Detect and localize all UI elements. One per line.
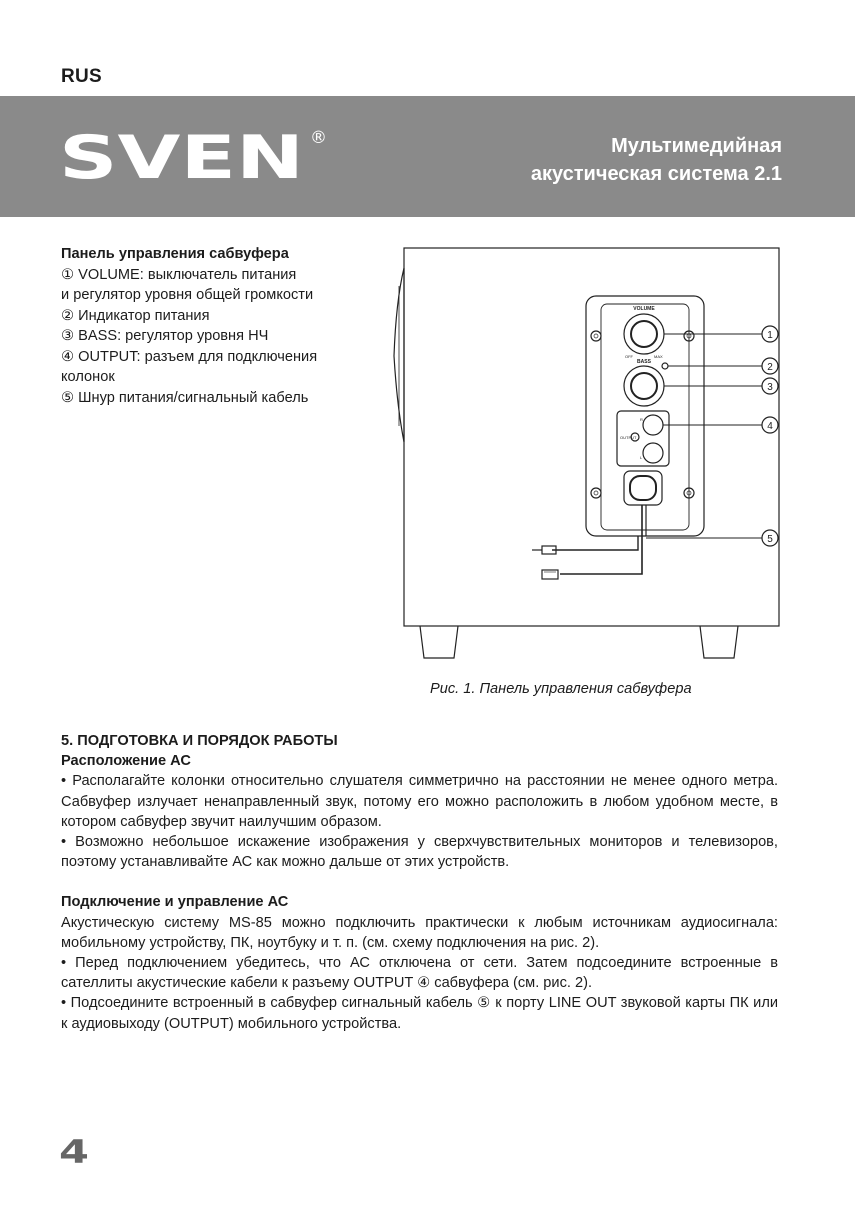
registered-mark: ®: [310, 128, 327, 148]
legend-line: ① VOLUME: выключатель питания: [61, 266, 297, 283]
cabinet: [404, 248, 779, 626]
max-label: MAX: [654, 354, 663, 359]
legend-line: и регулятор уровня общей громкости: [61, 287, 314, 303]
subwoofer-diagram: [392, 246, 792, 666]
output-label: OUTPUT: [620, 435, 637, 440]
paragraph: • Перед подключением убедитесь, что АС отключена от сети. Затем подсоедините встроенные в сателлиты акустические кабели к разъему OUTPUT ④ сабвуфера (см. рис. 2).: [61, 955, 778, 992]
paragraph: • Располагайте колонки относительно слушателя симметрично на расстоянии не менее одного метра. Сабвуфер излучает ненаправленный звук, потому его можно расположить в любом удобном месте, в котором сабвуфер звучит наилучшим образом.: [61, 773, 778, 830]
banner-title-line2: акустическая система 2.1: [530, 163, 782, 185]
output-r: [643, 415, 663, 435]
callout-1-text: 1: [767, 330, 773, 341]
callout-4-text: 4: [767, 421, 773, 432]
logo-text: SVEN: [59, 128, 304, 182]
volume-label: VOLUME: [633, 306, 655, 312]
callout-3-text: 3: [767, 382, 773, 393]
callout-5-text: 5: [767, 534, 773, 545]
foot-left: [420, 626, 458, 658]
output-l-label: L: [640, 455, 643, 460]
banner-title-line1: Мультимедийная: [611, 135, 782, 157]
figure-caption: Рис. 1. Панель управления сабвуфера: [430, 681, 692, 697]
page-number: [59, 1139, 99, 1165]
paragraph: • Подсоедините встроенный в сабвуфер сигнальный кабель ⑤ к порту LINE OUT звуковой карты ПК или к аудиовыходу (OUTPUT) мобильного устройства.: [61, 995, 778, 1032]
output-r-label: R: [640, 417, 643, 422]
callout-2-text: 2: [767, 362, 773, 373]
section-5: [61, 731, 778, 1034]
banner-title: [531, 132, 782, 188]
power-led: [662, 363, 668, 369]
legend-line: ③ BASS: регулятор уровня НЧ: [61, 328, 269, 344]
paragraph: • Возможно небольшое искажение изображения у сверхчувствительных мониторов и телевизоров, поэтому устанавливайте АС как можно дальше от этих устройств.: [61, 834, 778, 871]
paragraph: Акустическую систему MS-85 можно подключить практически к любым источникам аудиосигнала: мобильному устройству, ПК, ноутбуку и т. п. (см. схему подключения на рис. 2).: [61, 914, 778, 951]
foot-right: [700, 626, 738, 658]
panel-legend: [61, 244, 361, 408]
legend-line: ⑤ Шнур питания/сигнальный кабель: [61, 389, 309, 406]
sven-logo: [59, 128, 309, 182]
cable-power: [552, 536, 638, 550]
page-number-text: 4: [59, 1139, 89, 1165]
legend-line: ④ OUTPUT: разъем для подключения: [61, 348, 318, 365]
legend-line: ② Индикатор питания: [61, 307, 210, 324]
language-label: RUS: [61, 66, 103, 87]
subsection-placement: Расположение АС: [61, 753, 191, 770]
bass-label: BASS: [637, 359, 651, 365]
section-title: 5. ПОДГОТОВКА И ПОРЯДОК РАБОТЫ: [61, 733, 338, 749]
legend-line: колонок: [61, 369, 115, 385]
output-l: [643, 443, 663, 463]
off-label: OFF: [625, 354, 633, 359]
panel-heading: Панель управления сабвуфера: [61, 246, 289, 262]
subsection-connection: Подключение и управление АС: [61, 894, 289, 911]
